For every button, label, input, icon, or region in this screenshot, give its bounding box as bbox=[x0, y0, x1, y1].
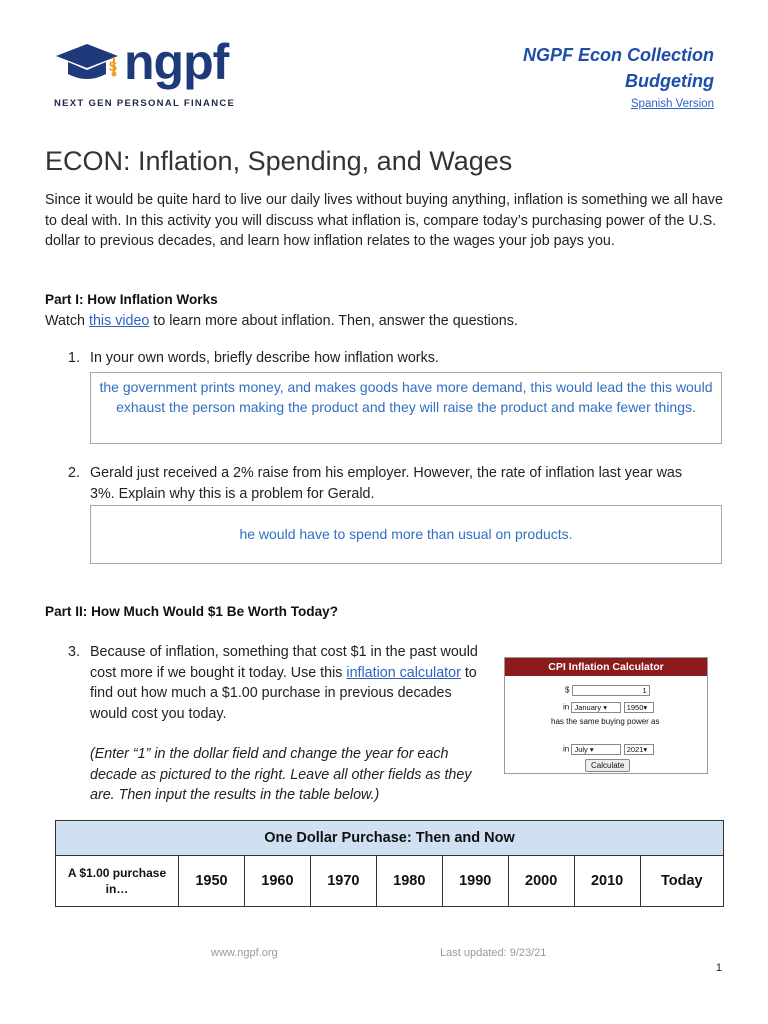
page-number: 1 bbox=[715, 962, 722, 974]
question-note: (Enter “1” in the dollar field and change the year for each decade as pictured to the right. Leave all other fields as they are. Then input the results in the table below.) bbox=[90, 746, 472, 803]
in-label: in bbox=[563, 744, 570, 754]
month-value: July bbox=[574, 745, 588, 754]
amount-field: 1 bbox=[572, 685, 650, 696]
year-select: 2021▾ bbox=[624, 744, 654, 755]
question-number: 2. bbox=[68, 465, 80, 481]
calc-amount-row bbox=[565, 685, 650, 696]
month-select: January ▾ bbox=[571, 702, 621, 713]
col-1990[interactable]: 1990 bbox=[442, 856, 508, 907]
answer-box-2[interactable]: he would have to spend more than usual on products. bbox=[90, 505, 722, 564]
question-text: In your own words, briefly describe how inflation works. bbox=[90, 350, 439, 366]
question-3 bbox=[68, 642, 488, 802]
calc-button-row bbox=[585, 759, 630, 772]
col-2010[interactable]: 2010 bbox=[574, 856, 640, 907]
watch-text-after: to learn more about inflation. Then, answer the questions. bbox=[149, 313, 518, 329]
watch-instruction bbox=[45, 313, 518, 329]
question-number: 3. bbox=[68, 644, 80, 660]
cpi-calculator-image bbox=[504, 657, 708, 774]
row-label: A $1.00 purchase in… bbox=[56, 856, 179, 907]
calculator-title: CPI Inflation Calculator bbox=[505, 658, 707, 676]
svg-text:$: $ bbox=[109, 58, 117, 74]
ngpf-logo bbox=[54, 34, 254, 114]
question-number: 1. bbox=[68, 350, 80, 366]
calculate-button: Calculate bbox=[585, 759, 630, 772]
answer-box-1[interactable]: the government prints money, and makes goods have more demand, this would lead the this would exhaust the person making the product and they will raise the product and make fewer things. bbox=[90, 372, 722, 444]
year-select: 1950▾ bbox=[624, 702, 654, 713]
in-label: in bbox=[563, 702, 570, 712]
question-text: Gerald just received a 2% raise from his employer. However, the rate of inflation last year was 3%. Explain why this is a problem for Gerald. bbox=[90, 465, 683, 502]
dollar-sign: $ bbox=[565, 685, 570, 695]
question-text-after: to find out how much a $1.00 purchase in previous decades would cost you today. bbox=[90, 664, 477, 722]
logo-tagline: NEXT GEN PERSONAL FINANCE bbox=[54, 98, 236, 109]
same-buying-power-text: has the same buying power as bbox=[551, 717, 660, 726]
calc-to-row bbox=[563, 744, 654, 755]
col-1960[interactable]: 1960 bbox=[244, 856, 310, 907]
month-value: January bbox=[574, 703, 602, 712]
month-select: July ▾ bbox=[571, 744, 621, 755]
col-today[interactable]: Today bbox=[640, 856, 723, 907]
footer-updated: Last updated: 9/23/21 bbox=[440, 947, 547, 959]
col-1980[interactable]: 1980 bbox=[376, 856, 442, 907]
video-link[interactable]: this video bbox=[88, 313, 150, 329]
question-2 bbox=[68, 463, 708, 507]
part1-heading: Part I: How Inflation Works bbox=[45, 292, 218, 307]
question-text-before: Because of inflation, something that cost $1 in the past would cost more if we bought it today. Use this bbox=[90, 644, 478, 681]
col-1950[interactable]: 1950 bbox=[179, 856, 245, 907]
calc-from-row bbox=[563, 702, 654, 713]
collection-header bbox=[394, 42, 714, 112]
unit-title: Budgeting bbox=[625, 71, 714, 91]
table-title: One Dollar Purchase: Then and Now bbox=[56, 821, 724, 856]
col-1970[interactable]: 1970 bbox=[310, 856, 376, 907]
watch-text-before: Watch bbox=[45, 313, 89, 329]
spanish-version-link[interactable]: Spanish Version bbox=[630, 98, 714, 110]
logo-wordmark: ngpf bbox=[124, 34, 229, 90]
table-row bbox=[56, 856, 724, 907]
footer-site: www.ngpf.org bbox=[211, 947, 278, 959]
part2-heading: Part II: How Much Would $1 Be Worth Today? bbox=[45, 604, 339, 619]
collection-title: NGPF Econ Collection bbox=[522, 45, 714, 65]
year-value: 1950 bbox=[626, 703, 644, 712]
question-1 bbox=[68, 348, 708, 370]
table-header-row bbox=[56, 821, 724, 856]
page-title: ECON: Inflation, Spending, and Wages bbox=[45, 146, 513, 176]
results-table bbox=[55, 820, 724, 907]
inflation-calculator-link[interactable]: inflation calculator bbox=[346, 664, 461, 681]
col-2000[interactable]: 2000 bbox=[508, 856, 574, 907]
question-3-body bbox=[90, 642, 488, 806]
year-value: 2021 bbox=[626, 745, 644, 754]
intro-paragraph: Since it would be quite hard to live our daily lives without buying anything, inflation is something we all have to deal with. In this activity you will discuss what inflation is, compare today’s purchasing power of the U.S. dollar to previous decades, and learn how inflation relates to the wages your job pays you. bbox=[45, 192, 723, 249]
